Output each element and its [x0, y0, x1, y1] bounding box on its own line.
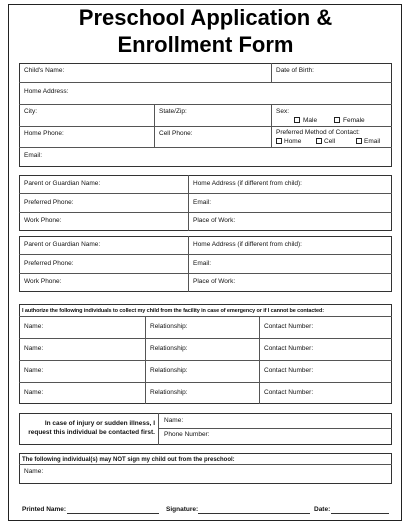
sex-label: Sex: [276, 108, 290, 115]
home-contact-checkbox[interactable] [276, 138, 282, 144]
cell-contact-label: Cell [324, 138, 336, 145]
male-label: Male [303, 117, 318, 124]
date-line[interactable] [331, 513, 389, 514]
female-label: Female [343, 117, 365, 124]
guardian-2-work-place-field[interactable]: Place of Work: [193, 278, 236, 285]
emergency-1-contact-field[interactable]: Contact Number: [264, 323, 314, 330]
home-address-field[interactable]: Home Address: [24, 88, 69, 95]
child-info-section [19, 63, 392, 167]
cell-phone-field[interactable]: Cell Phone: [159, 130, 193, 137]
emergency-heading: I authorize the following individuals to collect my child from the facility in case of emergency or if I cannot be contacted: [22, 308, 324, 314]
signature-line[interactable] [198, 513, 310, 514]
guardian-1-work-place-field[interactable]: Place of Work: [193, 217, 236, 224]
guardian-1-name-field[interactable]: Parent or Guardian Name: [24, 180, 101, 187]
guardian-1-address-field[interactable]: Home Address (if different from child): [193, 180, 302, 187]
emergency-4-contact-field[interactable]: Contact Number: [264, 389, 314, 396]
emergency-3-name-field[interactable]: Name: [24, 367, 44, 374]
date-of-birth-field[interactable]: Date of Birth: [276, 67, 314, 74]
emergency-4-relationship-field[interactable]: Relationship: [150, 389, 188, 396]
contact-method-label: Preferred Method of Contact: [276, 129, 360, 136]
restricted-name-field[interactable]: Name: [24, 468, 44, 475]
guardian-2-address-field[interactable]: Home Address (if different from child): [193, 241, 302, 248]
emergency-2-contact-field[interactable]: Contact Number: [264, 345, 314, 352]
child-email-field[interactable]: Email: [24, 152, 43, 159]
emergency-3-contact-field[interactable]: Contact Number: [264, 367, 314, 374]
printed-name-line[interactable] [67, 513, 159, 514]
form-title-line2: Enrollment Form [117, 32, 294, 57]
emergency-contacts-section [19, 304, 392, 404]
date-label: Date: [314, 506, 331, 513]
guardian-2-email-field[interactable]: Email: [193, 260, 212, 267]
guardian-2-phone-field[interactable]: Preferred Phone: [24, 260, 74, 267]
guardian-1-phone-field[interactable]: Preferred Phone: [24, 199, 74, 206]
emergency-1-name-field[interactable]: Name: [24, 323, 44, 330]
injury-note-line2: request this individual be contacted first. [28, 429, 155, 436]
email-contact-checkbox[interactable] [356, 138, 362, 144]
form-title-line1: Preschool Application & [78, 5, 333, 30]
guardian-2-work-phone-field[interactable]: Work Phone: [24, 278, 62, 285]
guardian-1-work-phone-field[interactable]: Work Phone: [24, 217, 62, 224]
guardian-2-name-field[interactable]: Parent or Guardian Name: [24, 241, 101, 248]
male-checkbox[interactable] [294, 117, 300, 123]
restricted-heading: The following individual(s) may NOT sign my child out from the preschool: [22, 457, 235, 463]
email-contact-label: Email [364, 138, 381, 145]
emergency-1-relationship-field[interactable]: Relationship: [150, 323, 188, 330]
emergency-2-relationship-field[interactable]: Relationship: [150, 345, 188, 352]
emergency-4-name-field[interactable]: Name: [24, 389, 44, 396]
signature-label: Signature: [166, 506, 199, 513]
child-name-field[interactable]: Child's Name: [24, 67, 65, 74]
emergency-3-relationship-field[interactable]: Relationship: [150, 367, 188, 374]
guardian-1-email-field[interactable]: Email: [193, 199, 212, 206]
injury-contact-name-field[interactable]: Name: [164, 417, 184, 424]
state-zip-field[interactable]: State/Zip: [159, 108, 187, 115]
printed-name-label: Printed Name: [22, 506, 67, 513]
injury-contact-phone-field[interactable]: Phone Number: [164, 431, 210, 438]
city-field[interactable]: City: [24, 108, 37, 115]
female-checkbox[interactable] [334, 117, 340, 123]
emergency-2-name-field[interactable]: Name: [24, 345, 44, 352]
home-phone-field[interactable]: Home Phone: [24, 130, 64, 137]
home-contact-label: Home [284, 138, 302, 145]
cell-contact-checkbox[interactable] [316, 138, 322, 144]
injury-note-line1: In case of injury or sudden illness, I [44, 420, 155, 427]
